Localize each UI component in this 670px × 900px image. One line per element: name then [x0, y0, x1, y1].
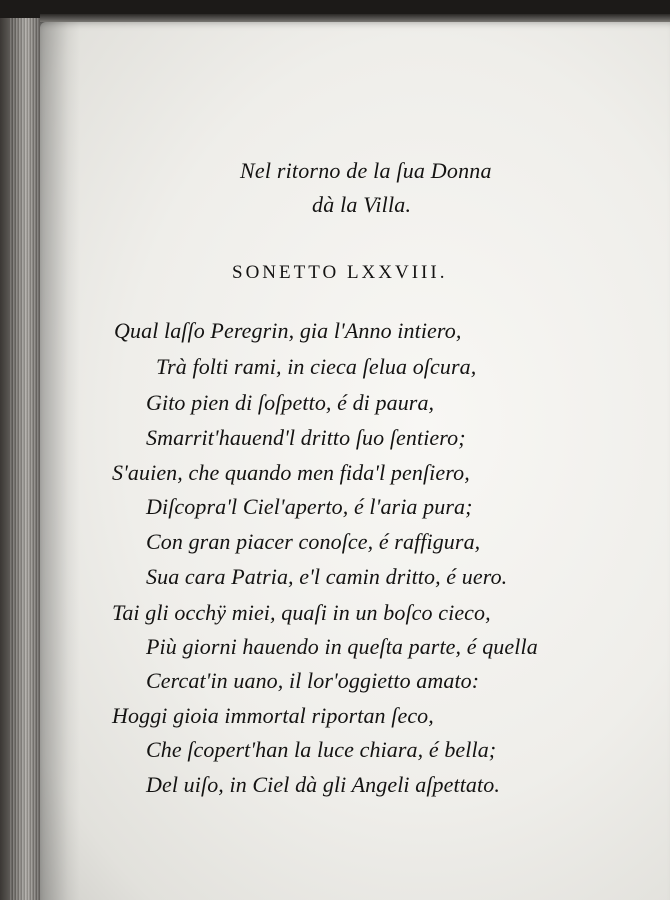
verse-line: Sua cara Patria, e'l camin dritto, é uero.: [146, 564, 508, 589]
verse-line: Che ſcopert'han la luce chiara, é bella;: [146, 737, 497, 762]
verse-line: S'auien, che quando men fida'l penſiero,: [112, 460, 470, 485]
poem-title-line-2: dà la Villa.: [312, 192, 412, 217]
verse-line: Del uiſo, in Ciel dà gli Angeli aſpettato.: [146, 772, 500, 797]
verse-line: Qual laſſo Peregrin, gia l'Anno intiero,: [114, 318, 462, 343]
sonnet-heading: SONETTO LXXVIII.: [232, 262, 448, 283]
verse-line: Smarrit'hauend'l dritto ſuo ſentiero;: [146, 425, 466, 450]
page-edges: [10, 18, 44, 900]
verse-line: Gito pien di ſoſpetto, é di paura,: [146, 390, 435, 415]
verse-line: Hoggi gioia immortal riportan ſeco,: [112, 703, 434, 728]
verse-line: Diſcopra'l Ciel'aperto, é l'aria pura;: [146, 494, 473, 519]
poem-title-line-1: Nel ritorno de la ſua Donna: [240, 158, 492, 183]
verse-line: Più giorni hauendo in queſta parte, é quella: [146, 634, 538, 659]
verse-line: Cercat'in uano, il lor'oggietto amato:: [146, 668, 480, 693]
verse-line: Tai gli occhÿ miei, quaſi in un boſco cieco,: [112, 600, 491, 625]
verse-line: Trà folti rami, in cieca ſelua oſcura,: [156, 354, 477, 379]
verse-line: Con gran piacer conoſce, é raffigura,: [146, 529, 481, 554]
page-gutter-shadow: [40, 22, 80, 900]
